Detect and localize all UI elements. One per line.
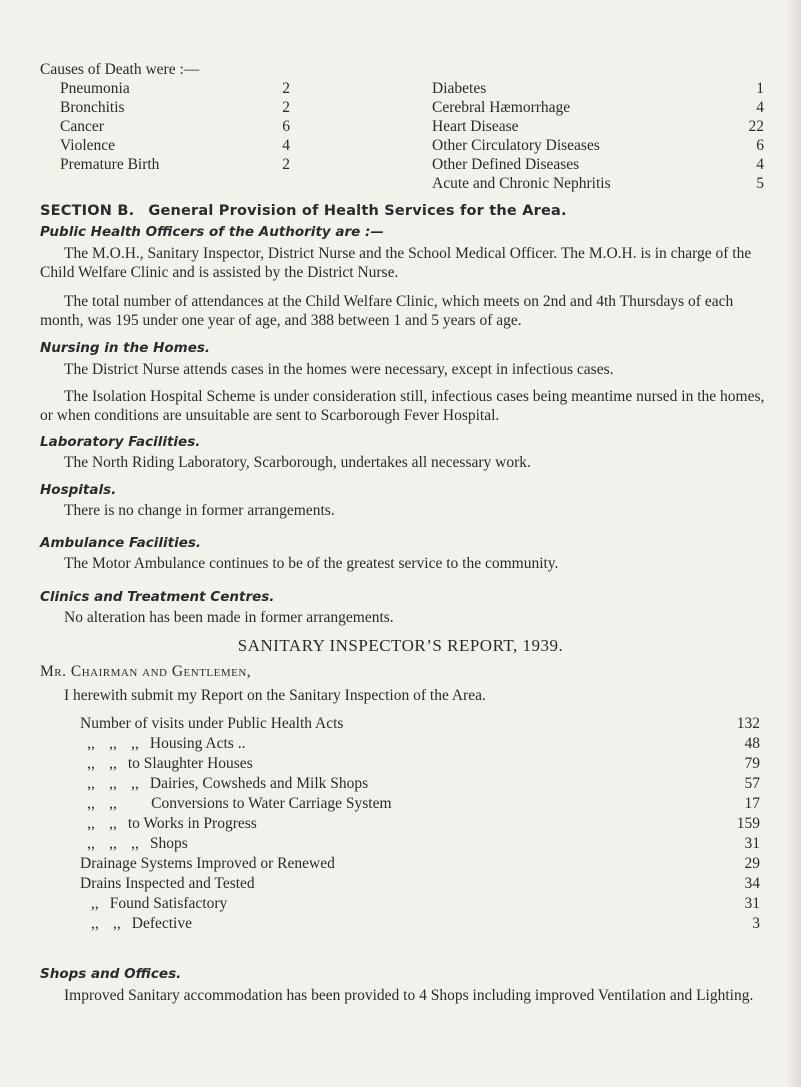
visits-label: Conversions to Water Carriage System: [151, 795, 392, 812]
cause-count: 6: [756, 137, 764, 154]
ditto-mark: ,,: [91, 915, 99, 932]
ditto-mark: ,,: [109, 755, 117, 772]
scan-edge-shadow: [787, 0, 801, 1087]
visits-value: 34: [744, 875, 760, 892]
ditto-mark: ,,: [109, 775, 117, 792]
cause-name: Acute and Chronic Nephritis: [432, 175, 611, 192]
cause-name: Pneumonia: [60, 80, 130, 97]
visits-value: 31: [744, 835, 760, 852]
shops-heading: Shops and Offices.: [40, 966, 182, 982]
cause-count: 2: [282, 99, 290, 116]
attendance-paragraph: [40, 292, 780, 330]
visits-value: 79: [744, 755, 760, 772]
visits-label-row: [80, 834, 188, 853]
cause-name: Diabetes: [432, 80, 487, 97]
visits-label-row: [80, 914, 192, 933]
ditto-mark: ,,: [87, 795, 95, 812]
ditto-mark: ,,: [131, 735, 139, 752]
cause-name: Other Circulatory Diseases: [432, 137, 600, 154]
visits-row: [80, 874, 760, 894]
laboratory-paragraph: [40, 453, 780, 472]
visits-row: [80, 714, 760, 734]
visits-label: Number of visits under Public Health Acts: [80, 715, 344, 732]
visits-label-row: [80, 794, 392, 813]
causes-heading: Causes of Death were :—: [40, 61, 200, 78]
visits-label: Housing Acts ..: [149, 735, 246, 752]
cause-count: 5: [756, 175, 764, 192]
hospitals-heading: Hospitals.: [40, 482, 117, 498]
visits-label: Drainage Systems Improved or Renewed: [80, 855, 335, 872]
officers-heading: Public Health Officers of the Authority are :—: [40, 224, 384, 240]
visits-row: [80, 834, 760, 854]
ambulance-text: The Motor Ambulance continues to be of the greatest service to the community.: [64, 555, 559, 572]
visits-value: 17: [744, 795, 760, 812]
cause-count: 4: [756, 156, 764, 173]
visits-label: to Slaughter Houses: [127, 755, 253, 772]
cause-count: 22: [748, 118, 764, 135]
ditto-mark: ,,: [87, 735, 95, 752]
cause-name: Premature Birth: [60, 156, 160, 173]
visits-label-row: [80, 814, 257, 833]
officers-text: The M.O.H., Sanitary Inspector, District Nurse and the School Medical Officer. The M.O.H. is in charge of the Child Welfare Clinic and is assisted by the District Nurse.: [40, 245, 752, 281]
section-b-label: SECTION B.: [40, 203, 135, 219]
visits-table: [80, 714, 760, 934]
nursing-heading: Nursing in the Homes.: [40, 340, 211, 356]
attendance-text: The total number of attendances at the Child Welfare Clinic, which meets on 2nd and 4th Thursdays of each month, was 195 under one year of age, and 388 between 1 and 5 years of age.: [40, 293, 734, 329]
shops-text: Improved Sanitary accommodation has been provided to 4 Shops including improved Ventilation and Lighting.: [64, 987, 754, 1004]
visits-label-row: [80, 774, 368, 793]
visits-row: [80, 814, 760, 834]
cause-count: 4: [282, 137, 290, 154]
ditto-mark: ,,: [113, 915, 121, 932]
visits-row: [80, 854, 760, 874]
section-b-title: General Provision of Health Services for the Area.: [148, 203, 567, 219]
ditto-mark: ,,: [109, 735, 117, 752]
visits-label: Found Satisfactory: [109, 895, 228, 912]
cause-name: Heart Disease: [432, 118, 519, 135]
visits-label: Dairies, Cowsheds and Milk Shops: [149, 775, 369, 792]
visits-row: [80, 794, 760, 814]
nursing-paragraph-1: [40, 360, 780, 379]
ditto-mark: ,,: [91, 895, 99, 912]
shops-paragraph: [40, 986, 780, 1005]
hospitals-text: There is no change in former arrangements.: [64, 502, 335, 519]
ditto-mark: ,,: [87, 775, 95, 792]
laboratory-text: The North Riding Laboratory, Scarborough, undertakes all necessary work.: [64, 454, 531, 471]
clinics-heading: Clinics and Treatment Centres.: [40, 589, 275, 605]
visits-value: 31: [744, 895, 760, 912]
ditto-mark: ,,: [109, 835, 117, 852]
report-title: SANITARY INSPECTOR’S REPORT, 1939.: [237, 636, 564, 655]
report-salutation: Mr. Chairman and Gentlemen,: [40, 663, 252, 680]
visits-label: Defective: [131, 915, 192, 932]
visits-value: 48: [744, 735, 760, 752]
report-intro: I herewith submit my Report on the Sanitary Inspection of the Area.: [64, 687, 486, 704]
ditto-mark: ,,: [109, 815, 117, 832]
cause-name: Cerebral Hæmorrhage: [432, 99, 571, 116]
cause-name: Other Defined Diseases: [432, 156, 580, 173]
ditto-mark: ,,: [87, 755, 95, 772]
clinics-text: No alteration has been made in former arrangements.: [64, 609, 394, 626]
officers-paragraph: [40, 244, 780, 282]
visits-row: [80, 894, 760, 914]
visits-label: Shops: [149, 835, 188, 852]
clinics-paragraph: [40, 608, 780, 627]
ditto-mark: ,,: [87, 815, 95, 832]
cause-count: 2: [282, 80, 290, 97]
visits-row: [80, 754, 760, 774]
visits-row: [80, 774, 760, 794]
visits-label-row: [80, 894, 227, 913]
visits-label: Drains Inspected and Tested: [80, 875, 255, 892]
visits-label-row: [80, 734, 245, 753]
cause-name: Bronchitis: [60, 99, 125, 116]
cause-name: Cancer: [60, 118, 104, 135]
nursing-text-1: The District Nurse attends cases in the homes were necessary, except in infectious cases.: [64, 361, 614, 378]
visits-value: 132: [736, 715, 760, 732]
nursing-text-2: The Isolation Hospital Scheme is under consideration still, infectious cases being meantime nursed in the homes, or when conditions are unsuitable are sent to Scarborough Fever Hospital.: [40, 388, 765, 424]
ditto-mark: ,,: [131, 835, 139, 852]
cause-name: Violence: [60, 137, 116, 154]
ditto-mark: ,,: [109, 795, 117, 812]
section-b-heading: [40, 203, 567, 219]
ditto-mark: ,,: [131, 775, 139, 792]
cause-count: 1: [756, 80, 764, 97]
visits-row: [80, 734, 760, 754]
nursing-paragraph-2: [40, 387, 780, 425]
visits-value: 3: [752, 915, 760, 932]
cause-count: 4: [756, 99, 764, 116]
visits-value: 57: [744, 775, 760, 792]
laboratory-heading: Laboratory Facilities.: [40, 434, 201, 450]
visits-row: [80, 914, 760, 934]
ambulance-paragraph: [40, 554, 780, 573]
visits-value: 29: [744, 855, 760, 872]
visits-label-row: [80, 754, 253, 773]
visits-value: 159: [736, 815, 760, 832]
visits-label: to Works in Progress: [127, 815, 257, 832]
ambulance-heading: Ambulance Facilities.: [40, 535, 202, 551]
cause-count: 6: [282, 118, 290, 135]
hospitals-paragraph: [40, 501, 780, 520]
ditto-mark: ,,: [87, 835, 95, 852]
cause-count: 2: [282, 156, 290, 173]
